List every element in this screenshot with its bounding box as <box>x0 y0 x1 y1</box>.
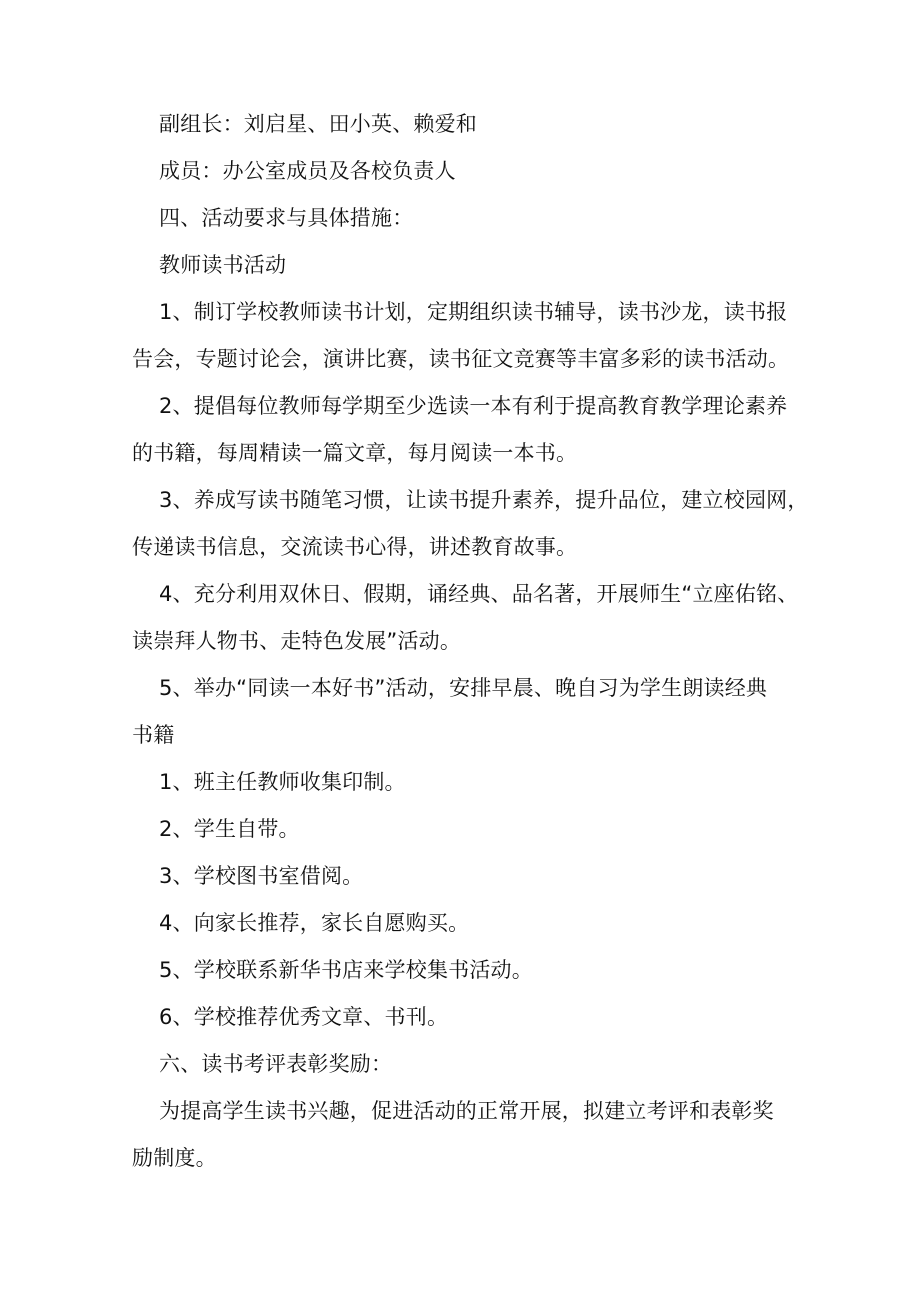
list-item: 3、学校图书室借阅。 <box>159 864 364 888</box>
subheading-teacher-reading: 教师读书活动 <box>159 253 287 277</box>
deputy-leaders-line: 副组长：刘启星、田小英、赖爱和 <box>159 112 477 136</box>
paragraph-line: 为提高学生读书兴趣，促进活动的正常开展，拟建立考评和表彰奖 <box>159 1099 774 1123</box>
paragraph-line: 3、养成写读书随笔习惯，让读书提升素养，提升品位，建立校园网， <box>159 488 809 512</box>
list-item: 2、学生自带。 <box>159 817 300 841</box>
section-heading-four: 四、活动要求与具体措施： <box>159 206 414 230</box>
list-item: 4、向家长推荐，家长自愿购买。 <box>159 911 470 935</box>
paragraph-line: 励制度。 <box>132 1146 217 1170</box>
paragraph-line: 2、提倡每位教师每学期至少选读一本有利于提高教育教学理论素养 <box>159 394 788 418</box>
paragraph-line: 传递读书信息，交流读书心得，讲述教育故事。 <box>132 535 578 559</box>
section-heading-six: 六、读书考评表彰奖励： <box>159 1052 393 1076</box>
paragraph-line: 4、充分利用双休日、假期，诵经典、品名著，开展师生“立座佑铭、 <box>159 582 799 606</box>
list-item: 6、学校推荐优秀文章、书刊。 <box>159 1005 449 1029</box>
paragraph-line: 告会，专题讨论会，演讲比赛，读书征文竞赛等丰富多彩的读书活动。 <box>132 347 790 371</box>
paragraph-line: 1、制订学校教师读书计划，定期组织读书辅导，读书沙龙，读书报 <box>159 300 788 324</box>
list-item: 1、班主任教师收集印制。 <box>159 770 406 794</box>
paragraph-line: 5、举办“同读一本好书”活动，安排早晨、晚自习为学生朗读经典 <box>159 676 768 700</box>
document-body <box>132 112 809 1193</box>
paragraph-line: 书籍 <box>132 723 175 747</box>
paragraph-line: 的书籍，每周精读一篇文章，每月阅读一本书。 <box>132 441 578 465</box>
paragraph-line: 读崇拜人物书、走特色发展”活动。 <box>132 629 462 653</box>
members-line: 成员：办公室成员及各校负责人 <box>159 159 456 183</box>
list-item: 5、学校联系新华书店来学校集书活动。 <box>159 958 533 982</box>
